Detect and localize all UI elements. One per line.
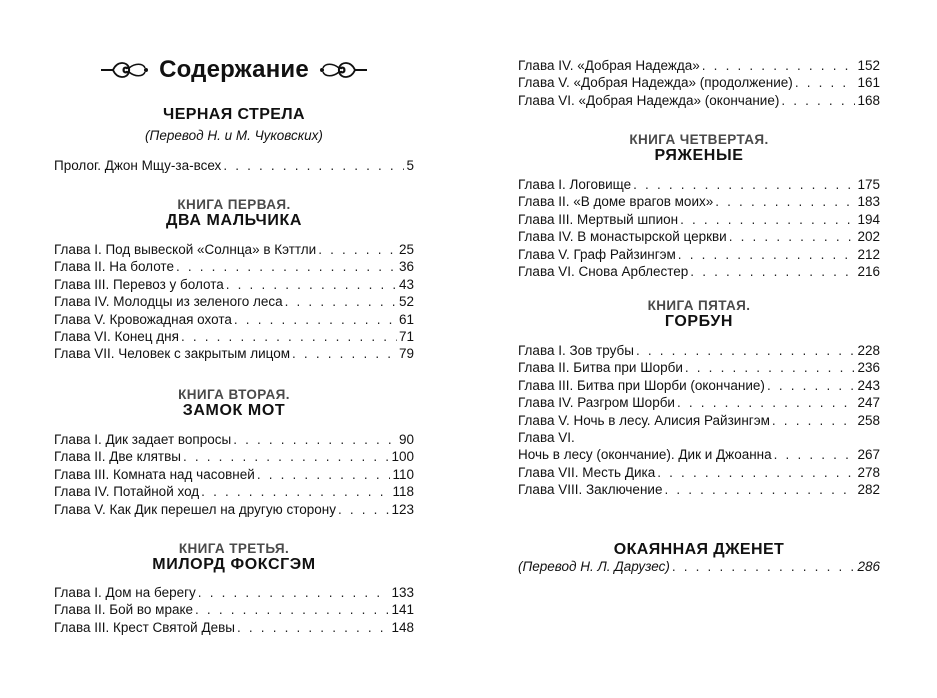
- toc-entry-page: 216: [857, 263, 880, 279]
- book3-chapter-list-part2: [518, 57, 880, 109]
- toc-entry-title: Глава I. Дом на берегу: [54, 585, 196, 600]
- toc-entry-title: Глава I. Дик задает вопросы: [54, 432, 232, 447]
- leader-dots: [672, 558, 856, 575]
- leader-dots: [795, 74, 856, 91]
- toc-row[interactable]: [518, 464, 880, 481]
- leader-dots: [234, 311, 397, 328]
- leader-dots: [715, 193, 855, 210]
- toc-entry-title: Глава IV. Разгром Шорби: [518, 395, 675, 411]
- toc-entry-page: 36: [398, 259, 414, 275]
- toc-entry-title: Глава VI. Снова Арблестер: [518, 263, 689, 279]
- toc-entry-title: Глава V. Ночь в лесу. Алисия Райзингэм: [518, 412, 770, 428]
- prologue-list: [54, 157, 414, 174]
- toc-row[interactable]: [54, 483, 414, 500]
- toc-entry-title: Глава V. Как Дик перешел на другую сторону: [54, 501, 336, 517]
- toc-entry-page: 71: [398, 328, 414, 344]
- leader-dots: [237, 619, 389, 636]
- leader-dots: [767, 377, 856, 394]
- work2-entry-list: [518, 558, 880, 575]
- toc-entry-page: 148: [391, 619, 414, 635]
- toc-entry-title: Глава VII. Человек с закрытым лицом: [54, 346, 291, 362]
- toc-entry-page: 282: [857, 482, 880, 498]
- leader-dots: [680, 211, 855, 228]
- book-name: ГОРБУН: [664, 313, 734, 330]
- leader-dots: [195, 601, 389, 618]
- leader-dots: [181, 328, 397, 345]
- book2-chapter-list: [54, 431, 414, 518]
- toc-row[interactable]: [518, 74, 880, 91]
- work-title: ЧЕРНАЯ СТРЕЛА: [163, 106, 305, 123]
- toc-entry-title: Глава II. «В доме врагов моих»: [518, 194, 714, 210]
- book-name: РЯЖЕНЫЕ: [654, 147, 744, 164]
- book4-chapter-list: [518, 176, 880, 280]
- book-name: МИЛОРД ФОКСГЭМ: [152, 556, 316, 573]
- book-label: КНИГА ПЕРВАЯ.: [177, 197, 291, 212]
- book-label: КНИГА ЧЕТВЕРТАЯ.: [629, 132, 769, 147]
- leader-dots: [257, 466, 391, 483]
- book-label: КНИГА ТРЕТЬЯ.: [178, 541, 290, 556]
- toc-entry-page: 141: [391, 602, 414, 618]
- leader-dots: [183, 448, 390, 465]
- leader-dots: [774, 446, 856, 463]
- toc-entry-page: 247: [857, 395, 880, 411]
- toc-row[interactable]: [54, 619, 414, 636]
- toc-entry-title: Глава IV. «Добрая Надежда»: [518, 58, 700, 73]
- book3-chapter-list-part1: [54, 584, 414, 636]
- toc-entry-title: Глава I. Зов трубы: [518, 343, 634, 358]
- leader-dots: [223, 157, 404, 174]
- toc-row[interactable]: [54, 501, 414, 518]
- leader-dots: [729, 228, 856, 245]
- toc-row[interactable]: [518, 446, 880, 463]
- leader-dots: [176, 258, 397, 275]
- toc-row[interactable]: [518, 211, 880, 228]
- leader-dots: [292, 345, 397, 362]
- toc-entry-title: Пролог. Джон Мщу-за-всех: [54, 158, 222, 173]
- book-label: КНИГА ПЯТАЯ.: [647, 298, 751, 313]
- toc-entry-page: 228: [857, 343, 880, 358]
- leader-dots: [198, 584, 390, 601]
- toc-row[interactable]: [518, 412, 880, 429]
- toc-entry-page: 286: [857, 559, 880, 574]
- toc-entry-title: Глава II. Бой во мраке: [54, 602, 194, 618]
- toc-entry-title: Глава III. Крест Святой Девы: [54, 619, 235, 635]
- toc-entry-page: 161: [857, 75, 880, 91]
- toc-row[interactable]: [518, 394, 880, 411]
- toc-entry-title: Глава IV. В монастырской церкви: [518, 229, 727, 245]
- toc-entry-page: 43: [398, 276, 414, 292]
- work-title: ОКАЯННАЯ ДЖЕНЕТ: [613, 541, 785, 558]
- toc-entry-title: Ночь в лесу (окончание). Дик и Джоанна: [518, 447, 772, 463]
- toc-entry-title: Глава II. Две клятвы: [54, 449, 181, 465]
- ornament-left-icon: [99, 57, 149, 83]
- page-title: Содержание: [159, 56, 309, 83]
- book-name: ЗАМОК МОТ: [182, 402, 286, 419]
- leader-dots: [781, 92, 855, 109]
- toc-row-work2[interactable]: [518, 558, 880, 575]
- toc-entry-page: 100: [391, 449, 414, 465]
- toc-entry-page: 267: [857, 447, 880, 463]
- toc-row[interactable]: [518, 92, 880, 109]
- toc-title-block: [54, 50, 414, 90]
- toc-row[interactable]: [54, 448, 414, 465]
- toc-row[interactable]: [518, 429, 880, 446]
- toc-row[interactable]: [518, 377, 880, 394]
- toc-entry-page: 52: [398, 294, 414, 310]
- toc-entry-title: Глава V. «Добрая Надежда» (продолжение): [518, 75, 793, 91]
- toc-row[interactable]: [518, 193, 880, 210]
- toc-row[interactable]: [54, 258, 414, 275]
- toc-row[interactable]: [54, 601, 414, 618]
- leader-dots: [702, 57, 856, 74]
- toc-entry-title: Глава III. Мертвый шпион: [518, 211, 679, 227]
- ornament-right-icon: [319, 57, 369, 83]
- toc-entry-title: Глава VI. Конец дня: [54, 328, 179, 344]
- leader-dots: [318, 241, 397, 258]
- leader-dots: [201, 483, 390, 500]
- toc-entry-page: 152: [857, 58, 880, 73]
- toc-entry-page: 110: [392, 466, 414, 482]
- leader-dots: [664, 481, 855, 498]
- leader-dots: [338, 501, 390, 518]
- toc-entry-page: 168: [857, 92, 880, 108]
- toc-row[interactable]: [518, 176, 880, 193]
- translator-note: (Перевод Н. и М. Чуковских): [145, 128, 323, 143]
- toc-row[interactable]: [54, 276, 414, 293]
- toc-entry-title: Глава VI.: [518, 429, 575, 445]
- toc-row[interactable]: [54, 584, 414, 601]
- toc-entry-page: 123: [391, 501, 414, 517]
- toc-entry-title: Глава IV. Потайной ход: [54, 484, 200, 500]
- toc-entry-title: Глава VI. «Добрая Надежда» (окончание): [518, 92, 780, 108]
- toc-row[interactable]: [518, 342, 880, 359]
- toc-entry-title: Глава III. Комната над часовней: [54, 466, 255, 482]
- toc-entry-title: Глава I. Логовище: [518, 177, 632, 192]
- toc-entry-page: 61: [398, 311, 414, 327]
- leader-dots: [226, 276, 397, 293]
- toc-entry-page: 212: [857, 246, 880, 262]
- leader-dots: [772, 412, 856, 429]
- toc-row[interactable]: [518, 359, 880, 376]
- toc-entry-page: 278: [857, 464, 880, 480]
- toc-entry-title: Глава V. Кровожадная охота: [54, 311, 232, 327]
- toc-entry-page: 5: [406, 158, 414, 173]
- toc-entry-title: Глава III. Битва при Шорби (окончание): [518, 377, 765, 393]
- toc-row-prologue[interactable]: [54, 157, 414, 174]
- leader-dots: [690, 263, 855, 280]
- toc-row[interactable]: [54, 328, 414, 345]
- toc-entry-page: 175: [857, 177, 880, 192]
- toc-entry-page: 79: [398, 346, 414, 362]
- leader-dots: [633, 176, 855, 193]
- toc-row[interactable]: [54, 345, 414, 362]
- toc-entry-page: 202: [857, 229, 880, 245]
- leader-dots: [677, 394, 855, 411]
- leader-dots: [233, 431, 397, 448]
- toc-entry-title: Глава IV. Молодцы из зеленого леса: [54, 294, 283, 310]
- toc-entry-page: 90: [398, 432, 414, 447]
- toc-entry-page: 25: [398, 242, 414, 257]
- book1-chapter-list: [54, 241, 414, 363]
- toc-row[interactable]: [54, 241, 414, 258]
- toc-entry-title: Глава V. Граф Райзингэм: [518, 246, 676, 262]
- toc-row[interactable]: [54, 293, 414, 310]
- toc-entry-title: Глава II. Битва при Шорби: [518, 360, 683, 376]
- toc-row[interactable]: [518, 57, 880, 74]
- toc-entry-title: Глава III. Перевоз у болота: [54, 276, 224, 292]
- toc-row[interactable]: [54, 466, 414, 483]
- toc-row[interactable]: [518, 481, 880, 498]
- toc-entry-page: 194: [857, 211, 880, 227]
- toc-row[interactable]: [518, 228, 880, 245]
- toc-row[interactable]: [518, 263, 880, 280]
- toc-entry-page: 183: [857, 194, 880, 210]
- leader-dots: [285, 293, 397, 310]
- leader-dots: [657, 464, 855, 481]
- book-name: ДВА МАЛЬЧИКА: [165, 212, 303, 229]
- book-label: КНИГА ВТОРАЯ.: [178, 387, 290, 402]
- toc-entry-title: Глава VIII. Заключение: [518, 482, 663, 498]
- toc-entry-page: 133: [391, 585, 414, 600]
- toc-entry-page: 258: [857, 412, 880, 428]
- leader-dots: [636, 342, 856, 359]
- leader-dots: [678, 246, 856, 263]
- toc-row[interactable]: [518, 246, 880, 263]
- toc-row[interactable]: [54, 431, 414, 448]
- toc-entry-page: 118: [392, 484, 414, 500]
- toc-entry-title: Глава II. На болоте: [54, 259, 174, 275]
- toc-row[interactable]: [54, 311, 414, 328]
- book5-chapter-list: [518, 342, 880, 499]
- toc-entry-page: 236: [857, 360, 880, 376]
- toc-entry-title: (Перевод Н. Л. Дарузес): [518, 559, 670, 574]
- toc-entry-title: Глава I. Под вывеской «Солнца» в Кэттли: [54, 242, 317, 257]
- toc-entry-page: 243: [857, 377, 880, 393]
- leader-dots: [685, 359, 856, 376]
- toc-entry-title: Глава VII. Месть Дика: [518, 464, 656, 480]
